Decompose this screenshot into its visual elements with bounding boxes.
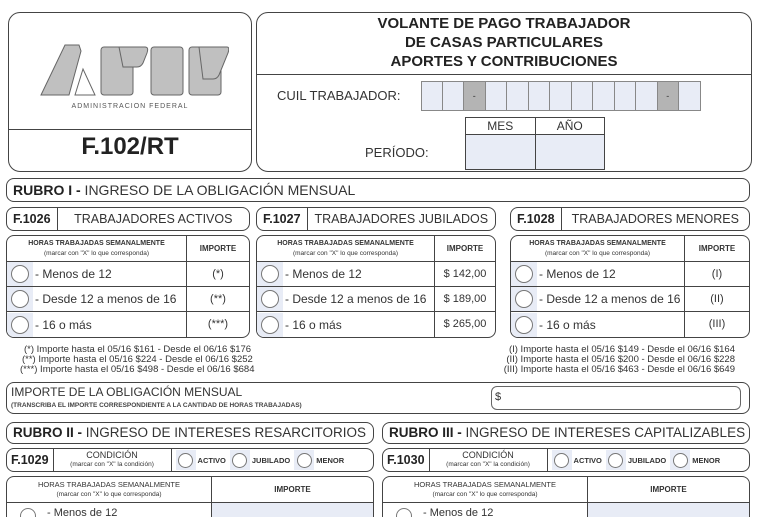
amount-header: IMPORTE bbox=[446, 244, 484, 253]
radio-button[interactable] bbox=[552, 450, 572, 470]
row-amount: $ 142,00 bbox=[443, 268, 487, 280]
note: (**) Importe hasta el 05/16 $224 - Desde el 06/16 $252 bbox=[22, 354, 253, 365]
radio-button[interactable] bbox=[257, 313, 283, 337]
radio-button[interactable] bbox=[257, 262, 283, 286]
section-code: F.1029 bbox=[7, 449, 54, 471]
amount-header: IMPORTE bbox=[274, 485, 311, 494]
amount-header: IMPORTE bbox=[698, 244, 736, 253]
section-name: TRABAJADORES ACTIVOS bbox=[74, 212, 233, 226]
notes-right bbox=[470, 345, 735, 375]
divider bbox=[257, 74, 751, 75]
hours-table bbox=[510, 235, 750, 338]
row-label: - Menos de 12 bbox=[539, 267, 616, 281]
rubro-2-condition bbox=[6, 448, 374, 472]
cuil-digit-7[interactable] bbox=[572, 81, 594, 111]
note: (III) Importe hasta el 05/16 $463 - Desde el 06/16 $649 bbox=[503, 364, 735, 375]
table-row bbox=[257, 312, 495, 337]
radio-button[interactable] bbox=[17, 503, 39, 517]
cuil-label: CUIL TRABAJADOR: bbox=[277, 88, 401, 103]
section-header bbox=[6, 207, 250, 231]
cuil-digit-8[interactable] bbox=[593, 81, 615, 111]
table-row bbox=[257, 262, 495, 287]
row-label: - 16 o más bbox=[35, 317, 92, 332]
radio-button[interactable] bbox=[176, 450, 196, 470]
section-name: TRABAJADORES JUBILADOS bbox=[314, 212, 489, 226]
anio-header: AÑO bbox=[556, 119, 583, 133]
section-code: F.1026 bbox=[7, 208, 58, 230]
periodo-label: PERÍODO: bbox=[365, 145, 429, 160]
section-code: F.1028 bbox=[511, 208, 562, 230]
table-row bbox=[383, 503, 749, 517]
cuil-digit-5[interactable] bbox=[529, 81, 551, 111]
importe-input[interactable]: $ bbox=[491, 386, 741, 410]
table-row bbox=[7, 503, 373, 517]
cuil-digit-6[interactable] bbox=[550, 81, 572, 111]
note: (II) Importe hasta el 05/16 $200 - Desde el 06/16 $228 bbox=[506, 354, 735, 365]
hours-header: HORAS TRABAJADAS SEMANALMENTE (marcar con "X" lo que corresponda) bbox=[383, 477, 588, 502]
row-label: - Menos de 12 bbox=[423, 507, 494, 517]
divider bbox=[9, 129, 251, 130]
radio-button[interactable] bbox=[257, 287, 283, 311]
row-label: - Menos de 12 bbox=[47, 507, 118, 517]
cuil-digit-9[interactable] bbox=[615, 81, 637, 111]
radio-button[interactable] bbox=[230, 450, 250, 470]
row-amount: $ 189,00 bbox=[443, 293, 487, 305]
section-f1028 bbox=[510, 207, 750, 338]
table-row bbox=[511, 287, 749, 312]
section-name: TRABAJADORES MENORES bbox=[571, 212, 739, 226]
table-row bbox=[511, 262, 749, 287]
radio-button[interactable] bbox=[670, 450, 690, 470]
hours-table bbox=[6, 235, 250, 338]
section-header bbox=[256, 207, 496, 231]
note: (***) Importe hasta el 05/16 $498 - Desde el 06/16 $684 bbox=[20, 364, 255, 375]
row-amount: (**) bbox=[210, 293, 226, 305]
amount-header: IMPORTE bbox=[199, 244, 237, 253]
cuil-digit-3[interactable] bbox=[486, 81, 508, 111]
cuil-digit-2[interactable] bbox=[443, 81, 465, 111]
row-label: - Menos de 12 bbox=[35, 267, 112, 281]
hours-header: HORAS TRABAJADAS SEMANALMENTE (marcar con "X" lo que corresponda) bbox=[7, 477, 212, 502]
cuil-digit-1[interactable] bbox=[421, 81, 443, 111]
cuil-input-cells bbox=[421, 81, 701, 111]
amount-header: IMPORTE bbox=[650, 485, 687, 494]
form-code: F.102/RT bbox=[81, 133, 179, 160]
row-amount: (III) bbox=[708, 318, 726, 330]
rubro-1-title: RUBRO I - INGRESO DE LA OBLIGACIÓN MENSUAL bbox=[13, 182, 356, 198]
row-amount: (II) bbox=[710, 293, 724, 305]
section-code: F.1027 bbox=[257, 208, 308, 230]
title-line-2: DE CASAS PARTICULARES bbox=[404, 34, 604, 51]
row-label: - 16 o más bbox=[285, 317, 342, 332]
hours-header: HORAS TRABAJADAS SEMANALMENTE (marcar con "X" lo que corresponda) bbox=[7, 236, 187, 261]
cuil-digit-4[interactable] bbox=[507, 81, 529, 111]
title-box bbox=[256, 12, 752, 172]
row-amount: (*) bbox=[212, 268, 224, 280]
cuil-separator: - bbox=[464, 81, 486, 111]
radio-button[interactable] bbox=[7, 287, 33, 311]
importe-obligacion-box bbox=[6, 382, 750, 414]
rubro-2-header bbox=[6, 422, 374, 444]
condition-activo[interactable]: ACTIVO bbox=[552, 450, 602, 470]
section-f1026 bbox=[6, 207, 250, 338]
radio-button[interactable] bbox=[7, 262, 33, 286]
table-row bbox=[7, 312, 249, 337]
section-header bbox=[510, 207, 750, 231]
radio-button[interactable] bbox=[511, 313, 537, 337]
hours-table bbox=[256, 235, 496, 338]
row-label: - Desde 12 a menos de 16 bbox=[35, 292, 177, 306]
rubro-3-table bbox=[382, 476, 750, 517]
radio-button[interactable] bbox=[294, 450, 314, 470]
cuil-digit-10[interactable] bbox=[636, 81, 658, 111]
condition-label: CONDICIÓN (marcar con "X" la condición) bbox=[54, 449, 172, 471]
importe-title: IMPORTE DE LA OBLIGACIÓN MENSUAL bbox=[11, 385, 243, 399]
condition-menor[interactable]: MENOR bbox=[670, 450, 720, 470]
logo-subtitle: ADMINISTRACION FEDERAL bbox=[71, 103, 189, 110]
hours-header: HORAS TRABAJADAS SEMANALMENTE (marcar con "X" lo que corresponda) bbox=[257, 236, 435, 261]
rubro-3-condition bbox=[382, 448, 750, 472]
title-line-3: APORTES Y CONTRIBUCIONES bbox=[390, 53, 618, 70]
rubro-1-header bbox=[6, 178, 750, 202]
periodo-table bbox=[465, 117, 605, 170]
note: (*) Importe hasta el 05/16 $161 - Desde el 06/16 $176 bbox=[24, 344, 252, 355]
row-label: - 16 o más bbox=[539, 317, 596, 332]
table-row bbox=[511, 312, 749, 337]
row-label: - Desde 12 a menos de 16 bbox=[539, 292, 681, 306]
title-line-1: VOLANTE DE PAGO TRABAJADOR bbox=[377, 15, 631, 32]
table-row bbox=[257, 287, 495, 312]
radio-button[interactable] bbox=[606, 450, 626, 470]
condition-jubilado[interactable]: JUBILADO bbox=[606, 450, 666, 470]
cuil-separator: - bbox=[658, 81, 680, 111]
hours-header: HORAS TRABAJADAS SEMANALMENTE (marcar con "X" lo que corresponda) bbox=[511, 236, 685, 261]
anio-input[interactable] bbox=[536, 135, 605, 169]
radio-button[interactable] bbox=[511, 262, 537, 286]
section-f1027 bbox=[256, 207, 496, 338]
section-code: F.1030 bbox=[383, 449, 430, 471]
radio-button[interactable] bbox=[511, 287, 537, 311]
rubro-3-header bbox=[382, 422, 750, 444]
rubro-3-title: RUBRO III - INGRESO DE INTERESES CAPITALIZABLES bbox=[389, 425, 746, 440]
condition-jubilado[interactable]: JUBILADO bbox=[230, 450, 290, 470]
table-row bbox=[7, 287, 249, 312]
mes-header: MES bbox=[466, 118, 536, 134]
row-amount: (I) bbox=[711, 268, 723, 280]
rubro-2-table bbox=[6, 476, 374, 517]
logo-box bbox=[8, 12, 252, 172]
condition-activo[interactable]: ACTIVO bbox=[176, 450, 226, 470]
radio-button[interactable] bbox=[7, 313, 33, 337]
cuil-digit-11[interactable] bbox=[679, 81, 701, 111]
amount-input[interactable] bbox=[588, 503, 749, 517]
row-label: - Menos de 12 bbox=[285, 267, 362, 281]
rubro-2-title: RUBRO II - INGRESO DE INTERESES RESARCITORIOS bbox=[13, 425, 367, 440]
note: (I) Importe hasta el 05/16 $149 - Desde el 06/16 $164 bbox=[508, 344, 735, 355]
table-row bbox=[7, 262, 249, 287]
afip-logo-icon bbox=[39, 41, 229, 97]
row-amount: $ 265,00 bbox=[443, 318, 487, 330]
condition-label: CONDICIÓN (marcar con "X" la condición) bbox=[430, 449, 548, 471]
amount-input[interactable] bbox=[212, 503, 373, 517]
mes-input[interactable] bbox=[466, 135, 536, 169]
condition-menor[interactable]: MENOR bbox=[294, 450, 344, 470]
row-amount: (***) bbox=[207, 318, 229, 330]
notes-left bbox=[20, 345, 255, 375]
radio-button[interactable] bbox=[393, 503, 415, 517]
importe-subtitle: (TRANSCRIBA EL IMPORTE CORRESPONDIENTE A LA CANTIDAD DE HORAS TRABAJADAS) bbox=[11, 402, 302, 409]
row-label: - Desde 12 a menos de 16 bbox=[285, 292, 427, 306]
